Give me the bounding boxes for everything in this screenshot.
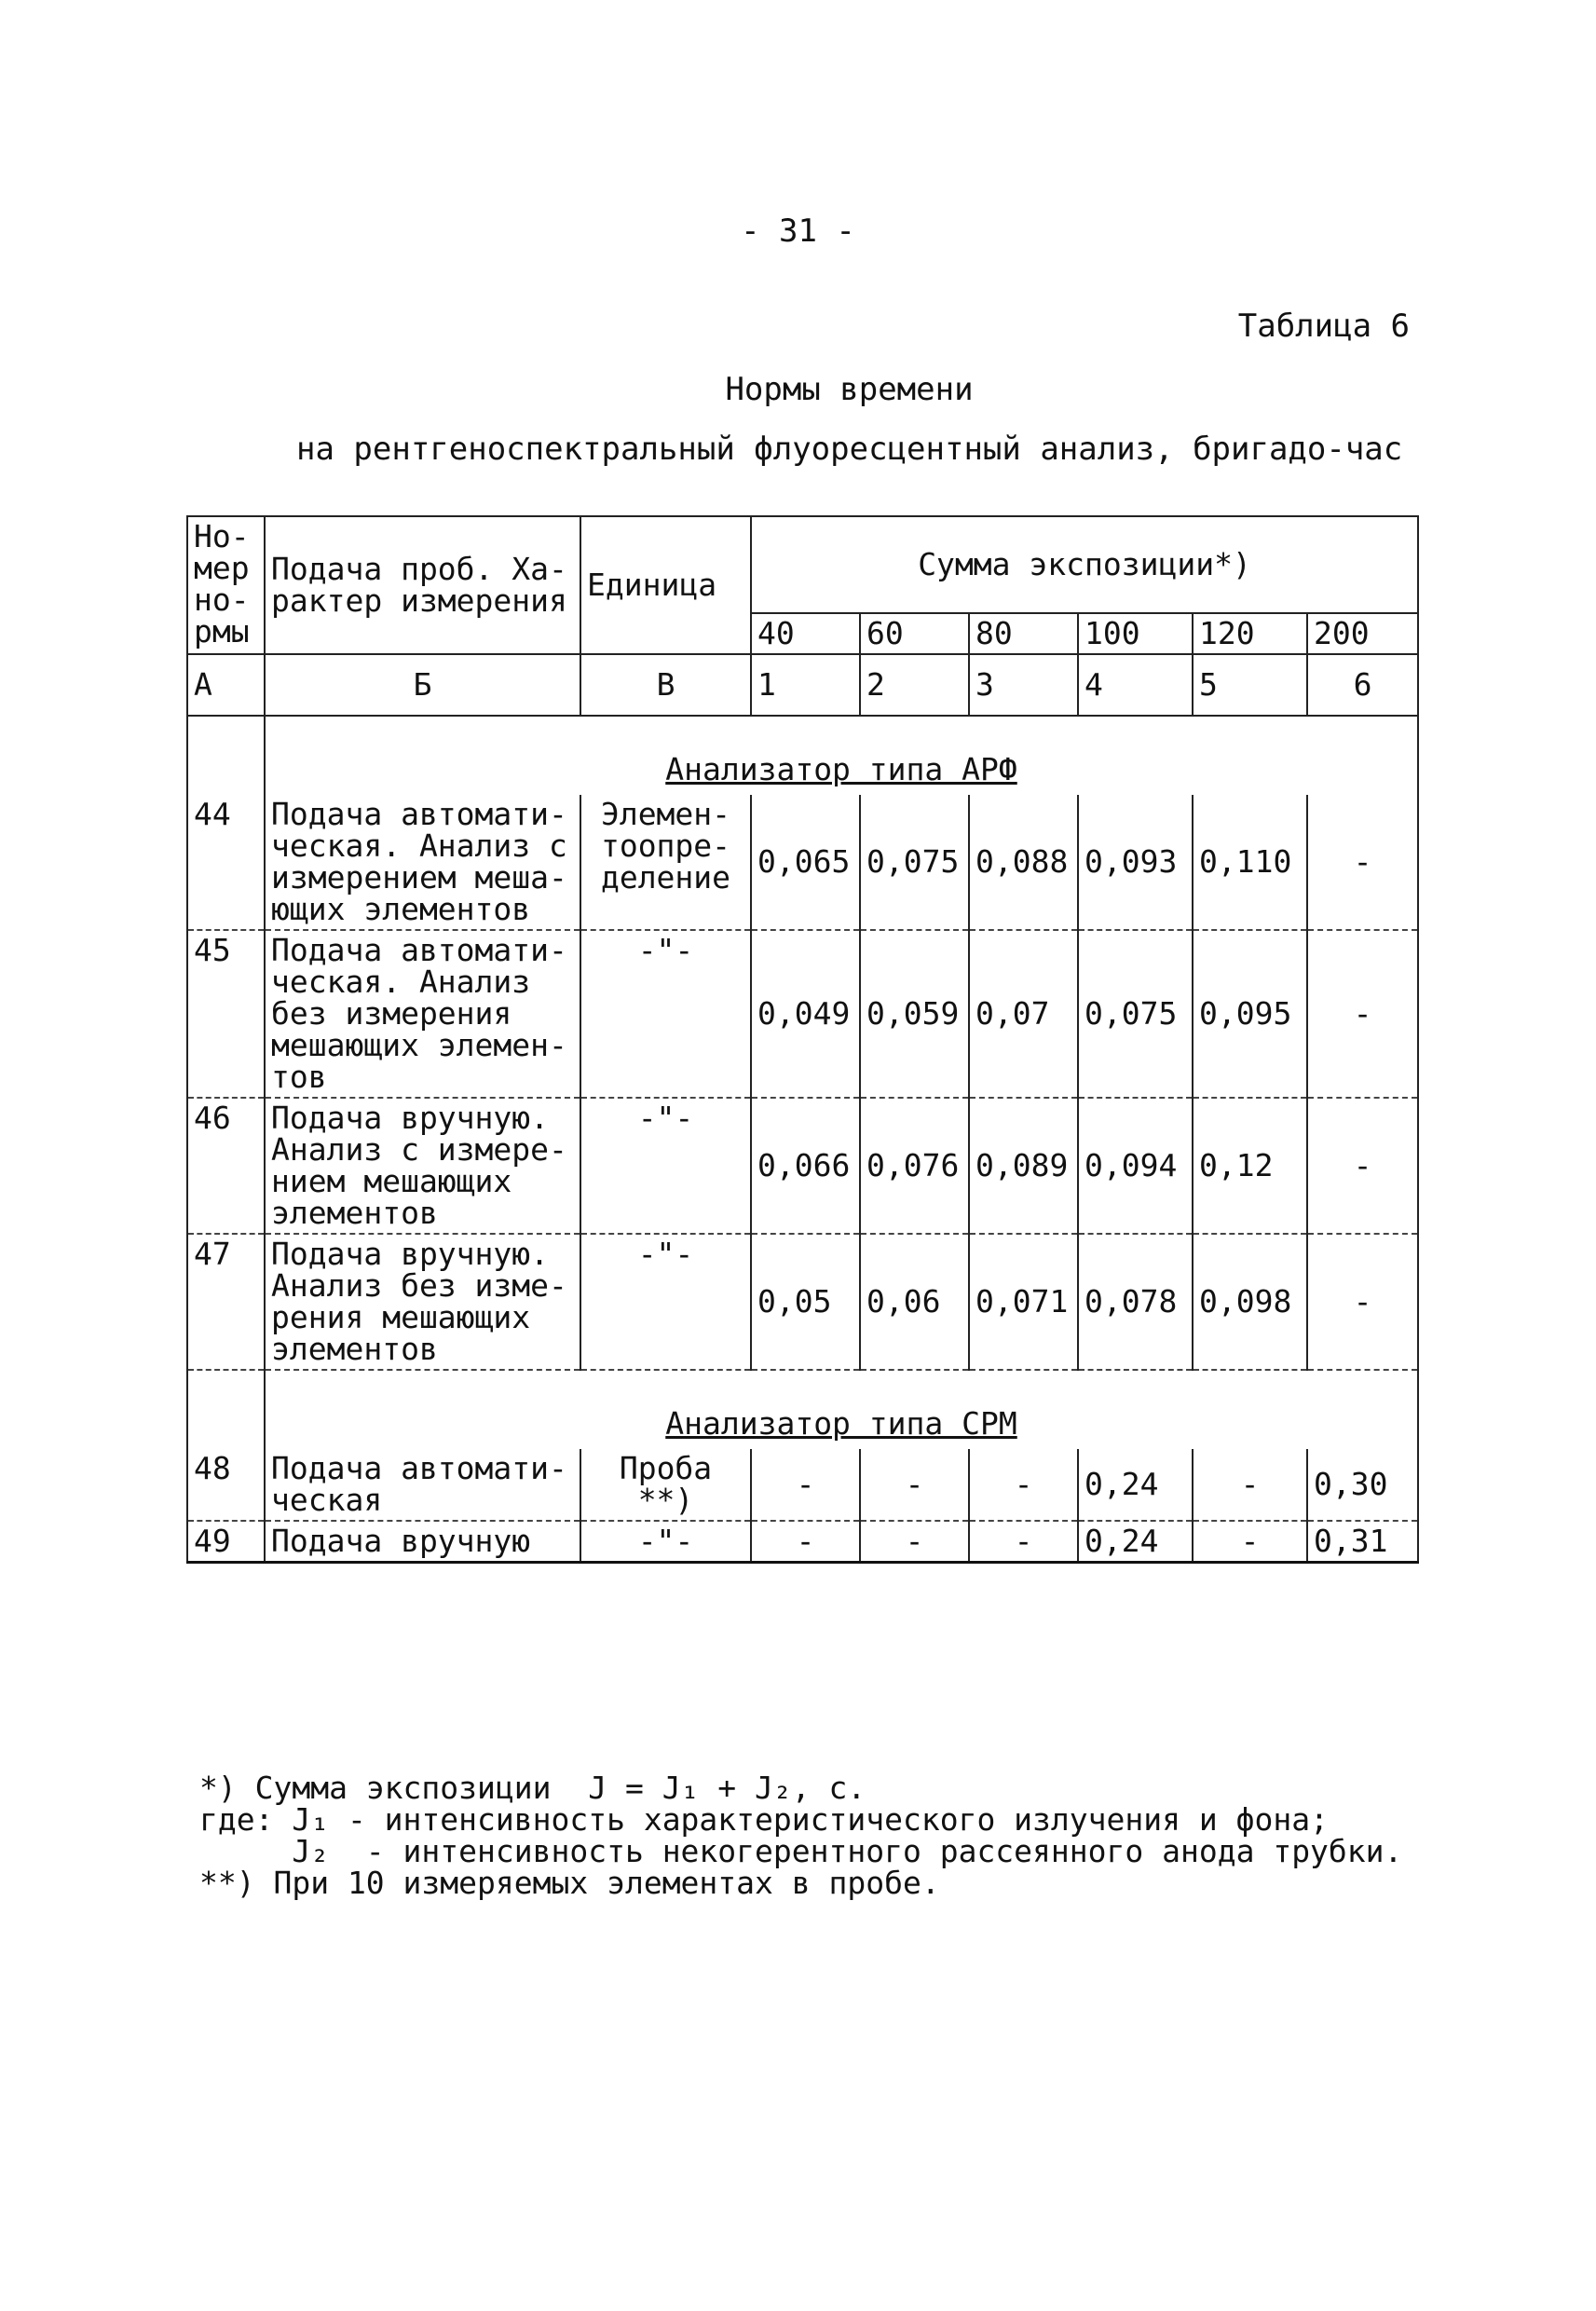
table-subtitle: на рентгеноспектральный флуоресцентный анализ, бригадо-час xyxy=(296,431,1403,468)
row-value: 0,071 xyxy=(969,1234,1078,1370)
column-number: В xyxy=(580,654,751,716)
row-value: - xyxy=(860,1521,969,1563)
row-unit: Проба **) xyxy=(580,1449,751,1521)
row-value: 0,089 xyxy=(969,1098,1078,1234)
norm-number: 47 xyxy=(187,1234,265,1370)
header-unit: Единица xyxy=(580,516,751,654)
row-value: - xyxy=(860,1449,969,1521)
row-value: 0,07 xyxy=(969,930,1078,1098)
column-number: 6 xyxy=(1307,654,1418,716)
column-number: 3 xyxy=(969,654,1078,716)
column-number: А xyxy=(187,654,265,716)
norm-number: 49 xyxy=(187,1521,265,1563)
row-value: 0,093 xyxy=(1078,795,1193,930)
row-description: Подача вручную. Анализ с измере-нием мешающих элементов xyxy=(265,1098,580,1234)
row-value: 0,075 xyxy=(1078,930,1193,1098)
header-exposure: 100 xyxy=(1078,613,1193,654)
row-value: 0,06 xyxy=(860,1234,969,1370)
norm-number: 46 xyxy=(187,1098,265,1234)
column-number: Б xyxy=(265,654,580,716)
table-row xyxy=(187,930,1418,1098)
row-value: - xyxy=(1307,1098,1418,1234)
row-value: 0,066 xyxy=(751,1098,860,1234)
column-number: 2 xyxy=(860,654,969,716)
row-value: 0,078 xyxy=(1078,1234,1193,1370)
table-row xyxy=(187,1098,1418,1234)
table-row xyxy=(187,1234,1418,1370)
row-value: - xyxy=(969,1449,1078,1521)
footnotes xyxy=(199,1772,1402,1899)
row-value: - xyxy=(1307,930,1418,1098)
row-value: 0,30 xyxy=(1307,1449,1418,1521)
row-value: 0,059 xyxy=(860,930,969,1098)
row-value: 0,094 xyxy=(1078,1098,1193,1234)
row-description: Подача автомати-ческая. Анализ с измерением меша-ющих элементов xyxy=(265,795,580,930)
table-label: Таблица 6 xyxy=(1237,308,1410,345)
row-value: 0,088 xyxy=(969,795,1078,930)
column-number: 4 xyxy=(1078,654,1193,716)
row-value: 0,076 xyxy=(860,1098,969,1234)
header-norm-number: Но-мер но-рмы xyxy=(187,516,265,654)
norm-number: 44 xyxy=(187,795,265,930)
column-number: 1 xyxy=(751,654,860,716)
header-exposure: 40 xyxy=(751,613,860,654)
row-value: - xyxy=(1193,1521,1307,1563)
section-title-text: Анализатор типа СРМ xyxy=(665,1405,1017,1442)
row-value: - xyxy=(751,1449,860,1521)
row-description: Подача автомати-ческая. Анализ без измерения мешающих элемен-тов xyxy=(265,930,580,1098)
row-unit: Элемен-тоопре-деление xyxy=(580,795,751,930)
row-value: 0,075 xyxy=(860,795,969,930)
row-value: 0,05 xyxy=(751,1234,860,1370)
header-exposure-sum: Сумма экспозиции*) xyxy=(751,516,1418,613)
row-value: - xyxy=(751,1521,860,1563)
row-description: Подача вручную xyxy=(265,1521,580,1563)
row-value: 0,065 xyxy=(751,795,860,930)
row-value: 0,24 xyxy=(1078,1449,1193,1521)
table-row xyxy=(187,1521,1418,1563)
row-value: - xyxy=(1193,1449,1307,1521)
row-unit: -"- xyxy=(580,1521,751,1563)
row-value: - xyxy=(1307,795,1418,930)
page-number: - 31 - xyxy=(741,212,855,250)
row-value: 0,31 xyxy=(1307,1521,1418,1563)
footnote-j1: где: J₁ - интенсивность характеристического излучения и фона; xyxy=(199,1801,1329,1838)
column-number: 5 xyxy=(1193,654,1307,716)
row-value: 0,049 xyxy=(751,930,860,1098)
footnote-elements: **) При 10 измеряемых элементах в пробе. xyxy=(199,1865,940,1901)
section-title-text: Анализатор типа АРФ xyxy=(665,751,1017,787)
row-value: 0,098 xyxy=(1193,1234,1307,1370)
header-exposure: 200 xyxy=(1307,613,1418,654)
table-row xyxy=(187,795,1418,930)
section-spacer xyxy=(187,1370,265,1449)
row-unit: -"- xyxy=(580,1234,751,1370)
row-description: Подача вручную. Анализ без изме-рения мешающих элементов xyxy=(265,1234,580,1370)
section-spacer xyxy=(187,716,265,795)
header-exposure: 60 xyxy=(860,613,969,654)
norm-number: 45 xyxy=(187,930,265,1098)
header-exposure: 120 xyxy=(1193,613,1307,654)
footnote-exposure-sum: *) Сумма экспозиции J = J₁ + J₂, с. xyxy=(199,1770,866,1806)
row-value: 0,12 xyxy=(1193,1098,1307,1234)
row-value: 0,24 xyxy=(1078,1521,1193,1563)
table-row xyxy=(187,1449,1418,1521)
row-value: - xyxy=(1307,1234,1418,1370)
header-exposure: 80 xyxy=(969,613,1078,654)
table-title: Нормы времени xyxy=(725,371,974,408)
row-description: Подача автомати-ческая xyxy=(265,1449,580,1521)
row-unit: -"- xyxy=(580,1098,751,1234)
norms-table xyxy=(186,515,1419,1564)
header-description: Подача проб. Ха-рактер измерения xyxy=(265,516,580,654)
row-unit: -"- xyxy=(580,930,751,1098)
section-title xyxy=(265,1370,1418,1449)
row-value: 0,095 xyxy=(1193,930,1307,1098)
section-title xyxy=(265,716,1418,795)
row-value: - xyxy=(969,1521,1078,1563)
footnote-j2: J₂ - интенсивность некогерентного рассеянного анода трубки. xyxy=(199,1833,1403,1869)
row-value: 0,110 xyxy=(1193,795,1307,930)
norm-number: 48 xyxy=(187,1449,265,1521)
